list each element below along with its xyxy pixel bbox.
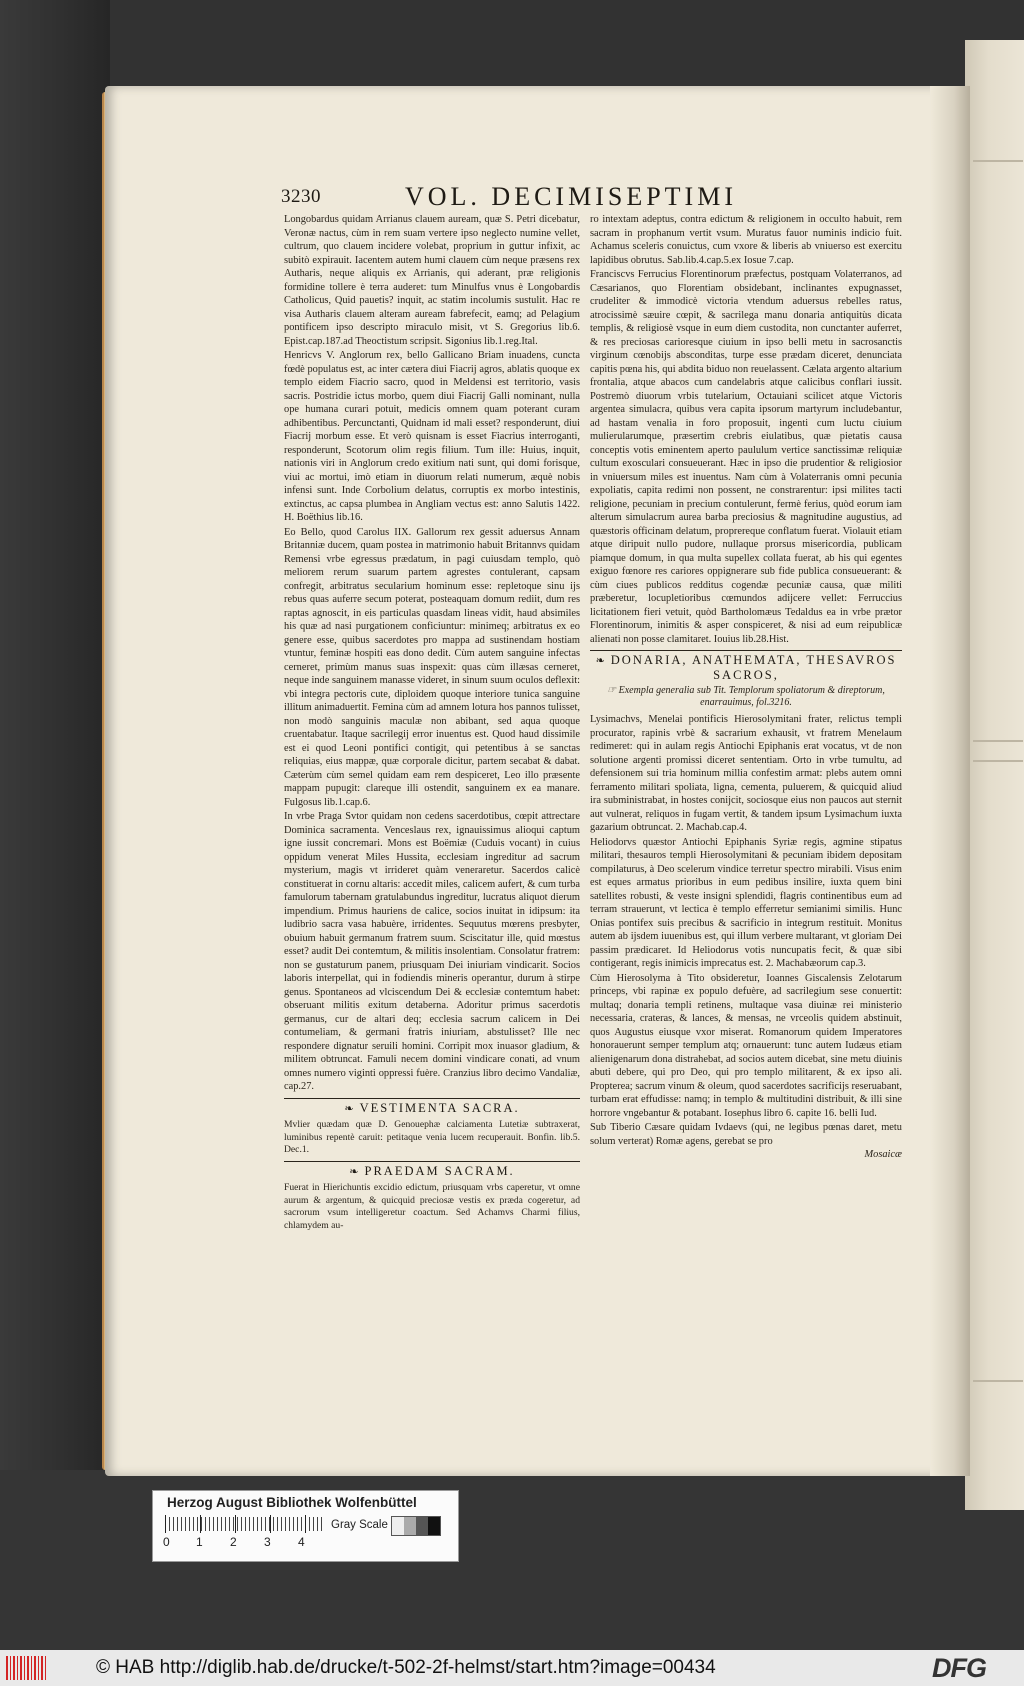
page-gutter — [930, 86, 970, 1476]
paragraph: Cùm Hierosolyma à Tito obsideretur, Ioannes Giscalensis Zelotarum princeps, vbi rapinæ ex populo defuère, ad sacrilegium sese conuertit: multaq; donaria templi retinens, multaque vasa diuinæ rei ministerio necessaria, crateras, & lances, & mensas, ne vrceolis quidem abstinuit, quos Augustus eiusque vxor miserat. Romanorum quidem Imperatores honorauerunt semper templum atq; ornauerunt: tunc autem Iudæus etiam alienigenarum dona distrahebat, ad socios autem dicebat, sine metu diuinis abuti debere, qui pro Deo, qui pro templo militarent, & ex ipso ali. Propterea; sacrum vinum & oleum, quod sacerdotes sacrificijs reseruabant, turbam erat effudisse: namq; in templo & multitudini distribuit, & illi sine horrore vngebantur & potabant. Iosephus libro 6. capite 16. belli Iud. — [590, 972, 902, 1119]
section-subtitle: ☞ Exempla generalia sub Tit. Templorum spoliatorum & direptorum, enarrauimus, fol.3216. — [607, 685, 885, 708]
library-name: Herzog August Bibliothek Wolfenbüttel — [167, 1495, 417, 1510]
paragraph: Henricvs V. Anglorum rex, bello Gallicano Briam inuadens, cuncta fœdè populatus est, ac inter cætera diui Fiacrij agros, ablatis quoque ex templo eidem Fiacrio sacro, quod in Meldensi est territorio, vasis sacris. Postridie ictus morbo, quem diui Fiacrij Galli nominant, nulla ope humana curari potuit, medicis omnem quam poterant curam adhibentibus. Percunctanti, Quidnam id mali esset? responderunt, diui Fiacrij morbum esse. Et verò quisnam is esset Fiacrius interroganti, responderunt, Scotorum olim regis filium. Tum ille: Huius, inquit, nationis viri in Anglorum credo exitium nati sunt, qui domi forisque, viui ac mortui, imò etiam in diuorum relati numerum, æquè nobis infensi sunt. Inde Corbolium delatus, corruptis ex morbo intestinis, extinctus, ac capsa plumbea in Angliam vectus est: anno Salutis 1422. H. Boëthius lib.16. — [284, 350, 580, 523]
ruler-number: 2 — [230, 1535, 237, 1549]
paragraph: Franciscvs Ferrucius Florentinorum præfectus, postquam Volaterranos, ad Cæsarianos, quo Florentiam obsidebant, inclinantes expugnasset, crudeliter & immodicè victoria vtendum aduersus rebelles ratus, atrocissimè sæuire cœpit, & sacrilega manu donaria antiquitùs dicata templis, & religiosè vsque in eum diem custodita, non cunctanter auferret, & res preciosas carioresque ciuium in ipso belli metu in sacrosanctis virginum cœnobijs absconditas, turpe esse prædam diceret, denunciata capitis pœna his, qui abdita biduo non reuelassent. Cælata argento altarium frontalia, atque abacos cum candelabris atque calicibus conflari iussit. Postremò diuorum vrbis tutelarium, Octauiani scilicet atque Victoris argentea simulacra, quibus vera capita ipsorum martyrum includebantur, ad hastam venalia in foro proposuit, ingenti cum luctu ciuium mulierularumque, præsertim crebris eiulatibus, quæ pietatis causa conceptis votis eminentem aperto paululum vertice sanctissimæ reliquiæ cultum exosculari consueuerant. Hæc in ipso die prudentior & religiosior in vniuersum miles est inuentus. Nam cùm à Volaterranis omni pecunia expoliatis, capita redimi non possent, ne constrarentur: ipsi milites tacti religione, pecuniam in precium contulerunt, fermè ferius, quòd eorum iam alterum simulacrum aurea barba preciosius & magnitudine augustius, ad quæstoris officinam delatum, proprereque conflatum fuerat. Violauit etiam atque diripuit nullo pudore, nullaque prorsus misericordia, publicam piamque domum, in qua multa supellex collata fuerat, ab his qui egentes exiguo fœnore res cariores oppignerare sub fide publica consueuerant: & cùm ciues publicos redditus cogendæ pecuniæ causa, quæ militi præberetur, locupletioribus cœmundos adijcere vellet: Ferruccius licitationem fieri vetuit, quòd Bartholomæus Tedaldus ea in vrbe prætor Florentinorum, inimitis & asper conspiceret, & nisi ad eum reipublicæ alienati non posse clamitaret. Iouius lib.28.Hist. — [590, 269, 902, 645]
scanner-background-left — [0, 0, 110, 1640]
paragraph: Lysimachvs, Menelai pontificis Hierosolymitani frater, relictus templi procurator, rapinis vrbè & sacrarium exhausit, vt fratrem Menelaum redimeret: qui in aulam regis Antiochi Epiphanis erat vocatus, vt de non solutione argenti promissi diceret sententiam. Orto in vrbe tumultu, ad defensionem sui tria hominum millia confestim armat: plebs autem omni ferramento militari spoliata, ligna, cementa, puluerem, & quicquid aliud ira subministrabat, in hostes conijcit, sociosque eius non paucos aut sternit aut vulnerat, reliquos in fugam vertit, & tandem ipsum Lysimachum iuxta gazarium obtruncat. 2. Machab.cap.4. — [590, 714, 902, 833]
section-heading — [590, 654, 902, 682]
section-heading — [284, 1102, 580, 1117]
paragraph: In vrbe Praga Svtor quidam non cedens sacerdotibus, cœpit attrectare Dominica sacramenta. Venceslaus rex, ignauissimus alioqui captum igne iussit concremari. Mons est Boëmiæ (Cuduis vocant) in cuius oppidum venerat Miles Hussita, ecclesiam ingreditur ad sacrum mysterium, magis vt irrideret quàm veneraretur. Sacerdos calicè constituerat in cornu altaris: accedit miles, calicem aufert, & cum turba famulorum tabernam gratulabundus ingreditur, lucratus aliquot dierum impendium. Primus hauriens de calice, socios inuitat in idipsum: ita ludibrio sacra vasa habuère, irridentes. Sequutus mœrens presbyter, obuium habuit germanum fratrem suum. Sciscitatur ille, quid mœstus esset? audit Dei contemtum, & militis insolentiam. Consolatur fratrem: non se gustaturum panem, priusquam Dei iniuriam vindicarit. Socios laboris interpellat, qui in fodiendis mineris operantur, durum à stirpe genus. Spontaneos ad vlciscendum Dei & ecclesiæ contemtum habet: obseruant militis exitum detaberna. Adoritur primus sacerdotis germanus, cur de altari deq; ecclesia sacrum calicem in Dei contumeliam, & germani fratris iniuriam, abstulisset? Ille nec respondere dignatur seruili homini. Corripit mox inuasor gladium, & militem obtruncat. Famuli necem domini vindicare conati, ad vnum omnes numero viginti oppressi fuère. Cranzius libro decimo Vandaliæ, cap.27. — [284, 811, 580, 1092]
section-heading — [284, 1165, 580, 1180]
section-title: PRAEDAM SACRAM. — [364, 1163, 515, 1178]
right-column — [590, 212, 902, 1162]
library-label — [152, 1490, 459, 1562]
ruler-major-ticks — [165, 1515, 325, 1533]
ruler-number: 1 — [196, 1535, 203, 1549]
page-number: 3230 — [281, 186, 321, 207]
section-rule — [284, 1161, 580, 1162]
grayscale-swatch — [391, 1516, 441, 1536]
fleuron-icon: ❧ — [595, 655, 607, 667]
paragraph: Mvlier quædam quæ D. Genouephæ calciamenta Lutetiæ subtraxerat, luminibus repentè caruit: petitaque venia lucem recuperauit. Bonfin. lib.5. Dec.1. — [284, 1119, 580, 1155]
fleuron-icon: ❧ — [344, 1102, 356, 1115]
fleuron-icon: ❧ — [349, 1165, 361, 1178]
facing-page-edge — [965, 40, 1024, 1510]
left-column — [284, 212, 580, 1232]
scanner-background-top — [0, 0, 1024, 90]
paragraph: Longobardus quidam Arrianus clauem auream, quæ S. Petri dicebatur, Veronæ nactus, cùm in rem suam vertere ipso neglecto numine vellet, cultrum, quo clauem incidere volebat, proprium in guttur infixit, ac subitò expirauit. Iacentem autem humi clauem cùm neque præsens rex Autharis, neque aliquis ex Arrianis, qui aderant, præ religionis formidine tollere è terra auderet: tum Minulfus vnus è Longobardis Catholicus, Quid pauetis? inquit, ac statim incolumis sustulit. Hac re visa Autharis clauem alteram auream fabrefecit, eamq; ad Pelagium pontificem ipso descripto miraculo misit, vt S. Gregorius lib.6. Epist.cap.187.ad Theoctistum scripsit. Sigonius lib.1.reg.Ital. — [284, 214, 580, 347]
grayscale-label: Gray Scale — [331, 1519, 388, 1531]
footer-bar — [0, 1650, 1024, 1686]
section-rule — [284, 1098, 580, 1099]
ruler-number: 4 — [298, 1535, 305, 1549]
ruler-number: 0 — [163, 1535, 170, 1549]
footer-url[interactable]: © HAB http://diglib.hab.de/drucke/t-502-2f-helmst/start.htm?image=00434 — [96, 1657, 716, 1678]
dfg-logo: DFG — [932, 1653, 986, 1683]
paragraph: Heliodorvs quæstor Antiochi Epiphanis Syriæ regis, agmine stipatus militari, thesauros templi Hierosolymitani & pecuniam ibidem depositam compilaturus, à Deo scelerum vindice terretur spectro mirabili. Visus enim est eques armatus prioribus in eum pedibus insilire, iuxta quem bini satellites robusti, & veste insigni splendidi, flagris continentibus eum ad terram strauerunt, vt lectica è templo efferretur semianimi similis. Hunc Onias pontifex suis precibus & sacrificio in integrum restituit. Monitus autem ab ijsdem iuuenibus est, qui illum verbere multarant, vt gloriam Dei passim prædicaret. Id Heliodorus votis nuncupatis fecit, & quæ sibi contigerant, regis inimicis imprecatus est. 2. Machabæorum cap.3. — [590, 836, 902, 969]
ruler-number: 3 — [264, 1535, 271, 1549]
paragraph: ro intextam adeptus, contra edictum & religionem in occulto habuit, rem sacram in prophanum vertit vsum. Muratus fauor numinis indicio fuit. Achamus sceleris conuictus, cum vxore & liberis ab vniuerso est exercitu lapidibus obrutus. Sab.lib.4.cap.5.ex Iosue 7.cap. — [590, 214, 902, 266]
pointing-hand-icon: ☞ — [607, 685, 619, 696]
paragraph: Eo Bello, quod Carolus IIX. Gallorum rex gessit aduersus Annam Britanniæ ducem, quam postea in matrimonio habuit Britannvs quidam Remensi vrbe egressus prædatum, in pagi cuiusdam templo, quò meliorem rerum suarum partem agrestes contulerant, capsam confregit, arbitratus secularium hominum esse: repletoque sinu ijs rebus quas auferre secum poterat, posteaquam domum rediit, dum res raptas agnoscit, in eis particulas quasdam lineas vidit, haud absimiles his quæ ad nasi purgationem conficiuntur: minimeq; arbitratus ex eo genere esse, quibus sacerdotes pro mappa ad sustinendam hostiam vtuntur, feminæ hospiti eas dono dedit. Cùm autem sanguine infectas cerneret, primùm manus suas inspexit: quas cùm illæsas cerneret, neque inde sanguinem manasse videret, in sinum suum oculos deflexit: vbi integra pectoris cute, diploidem quoque interiore tunica sanguine illitum animaduertit. Femina cùm ad amnem lotura hos pannos tulisset, non modò sanguinis maculæ non abibant, sed aqua quoque cruentabatur. Itaque sacrilegij error inuentus est. Quod haud dissimile est ei quod Leoni pontifici contigit, qui petentibus à se sanctas reliquias, eius mappæ, quæ corporale dicitur, partem secabat & dabat. Cæterùm cùm semel quidam eam rem despiceret, Leo illo præsente mappam pupugit: clareque illi ostendit, sanguinem ex ea manare. Fulgosus lib.1.cap.6. — [284, 526, 580, 808]
section-title: VESTIMENTA SACRA. — [359, 1100, 520, 1115]
catchword: Mosaicæ — [864, 1149, 902, 1160]
section-title: DONARIA, ANATHEMATA, THESAVROS SACROS, — [610, 653, 897, 682]
running-head: VOL. DECIMISEPTIMI — [405, 182, 737, 211]
paragraph: Fuerat in Hierichuntis excidio edictum, priusquam vrbs caperetur, vt omne aurum & argentum, & quicquid preciosæ vestis ex præda cogeretur, ad sacrorum vsum intelligeretur coactum. Sed Achamvs Charmi filius, chlamydem au- — [284, 1182, 580, 1231]
section-rule — [590, 650, 902, 651]
barcode-icon — [6, 1656, 46, 1680]
paragraph: Sub Tiberio Cæsare quidam Ivdaevs (qui, ne legibus pœnas daret, metu solum verterat) Romæ agens, gerebat se pro — [590, 1122, 902, 1147]
